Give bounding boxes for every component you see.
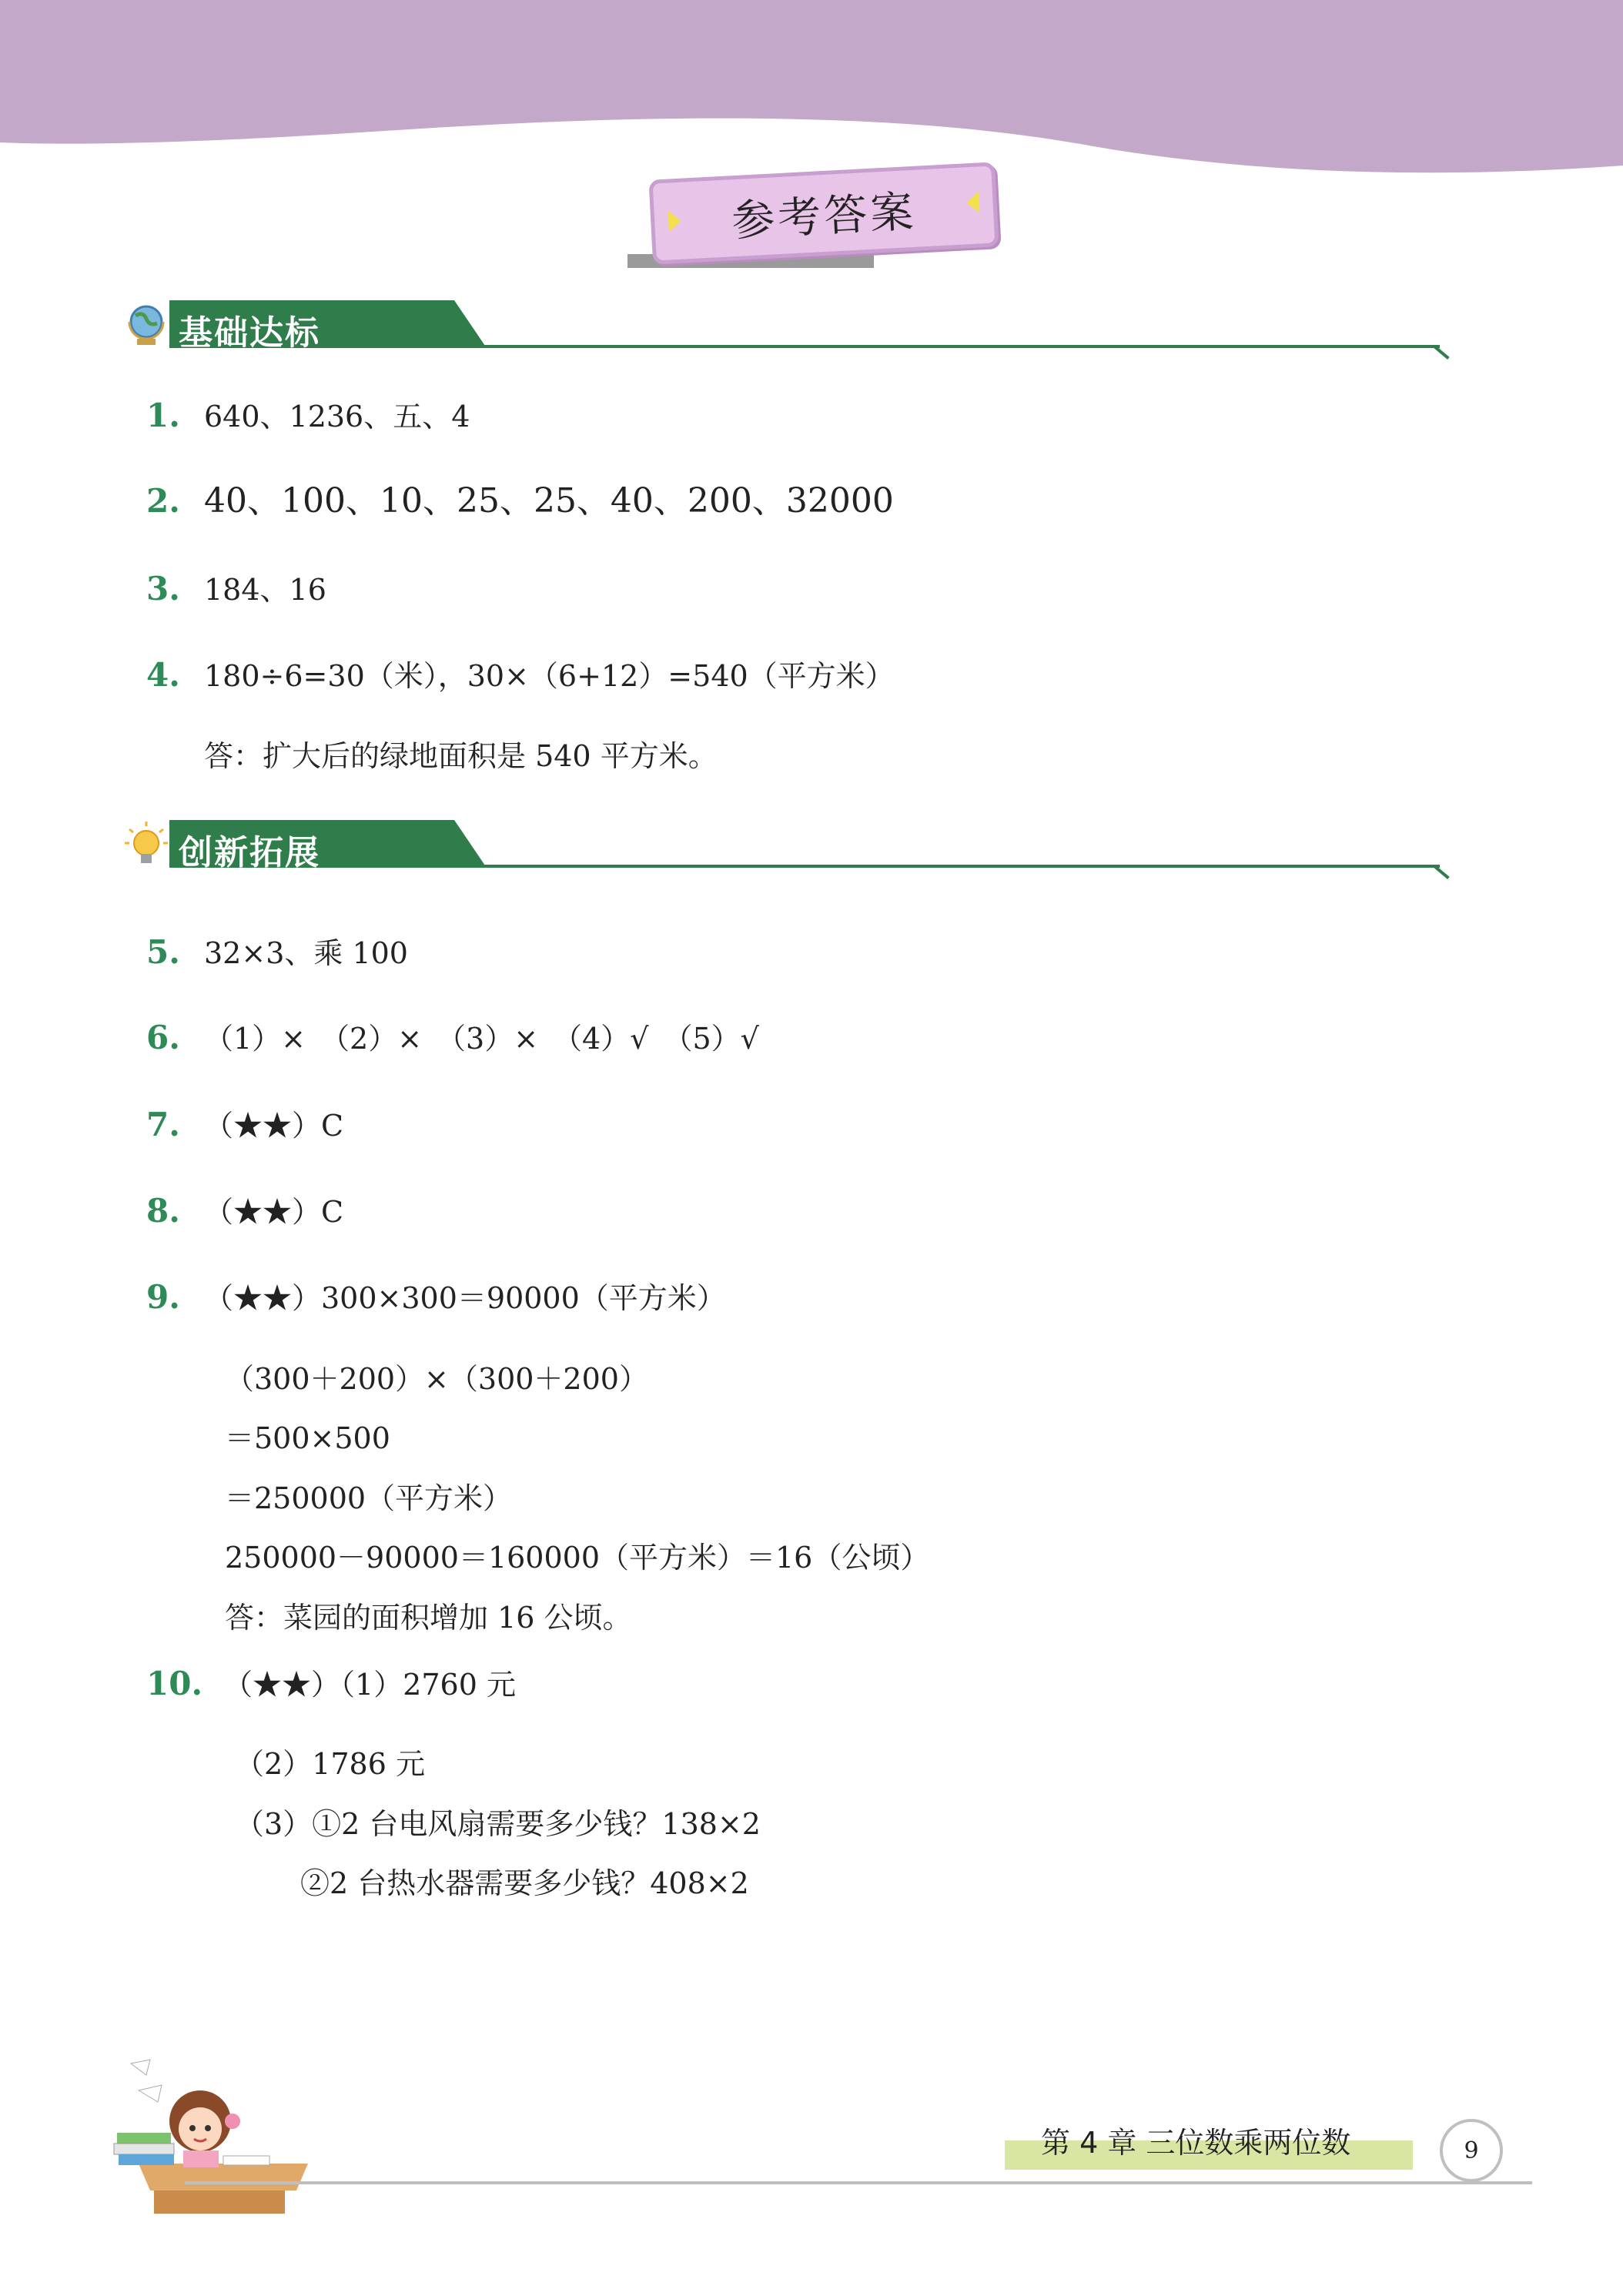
answer-text: （★★）300×300＝90000（平方米） [204,1281,726,1315]
answer-2 [146,482,894,521]
question-number: 7. [146,1106,180,1143]
answer-4 [146,656,895,695]
answer-4-conclusion: 答：扩大后的绿地面积是 540 平方米。 [204,739,718,773]
answer-text: 184、16 [204,573,326,607]
answer-8 [146,1192,343,1231]
girl-reading-illustration [108,2048,323,2225]
section-divider [408,345,1440,348]
globe-icon [123,300,169,350]
answer-10 [146,1665,516,1704]
answer-10-line: （3）①2 台电风扇需要多少钱？138×2 [235,1807,761,1841]
section-divider [408,865,1440,868]
footer-divider [185,2181,1532,2184]
section-tag [169,820,477,872]
answer-9 [146,1278,726,1317]
title-banner [648,162,999,264]
answer-9-conclusion: 答：菜园的面积增加 16 公顷。 [225,1601,632,1635]
question-number: 3. [146,570,180,607]
section-divider-tip [1434,865,1450,879]
answer-text: 180÷6=30（米），30×（6+12）=540（平方米） [204,659,895,693]
answer-9-line: ＝500×500 [225,1421,390,1455]
answer-text: （★★）C [204,1195,344,1229]
section-header-innovation [123,820,1463,874]
question-number: 8. [146,1192,180,1230]
section-divider-tip [1434,345,1450,359]
header-wave [0,0,1623,177]
question-number: 10. [146,1665,203,1702]
answer-7 [146,1106,343,1145]
answer-6 [146,1019,759,1058]
answer-5 [146,933,408,972]
answer-3 [146,570,326,609]
section-title: 基础达标 [179,313,320,353]
footer-chapter-title: 第 4 章 三位数乘两位数 [1041,2126,1351,2160]
section-header-basic [123,300,1463,354]
answer-10-line: （2）1786 元 [235,1747,425,1781]
answer-9-line: （300＋200）×（300＋200） [225,1362,648,1396]
question-number: 9. [146,1278,180,1316]
answer-text: 640、1236、五、4 [204,400,470,433]
answer-text: （1）× （2）× （3）× （4）√ （5）√ [204,1022,759,1056]
answer-9-line: ＝250000（平方米） [225,1481,513,1515]
question-number: 4. [146,656,180,694]
answer-text: （★★）（1）2760 元 [223,1668,516,1702]
page-number: 9 [1440,2119,1503,2182]
answer-10-line: ②2 台热水器需要多少钱？408×2 [300,1866,749,1900]
answer-9-line: 250000－90000＝160000（平方米）＝16（公顷） [225,1541,930,1575]
question-number: 2. [146,482,180,520]
lightbulb-icon [123,820,169,869]
answer-1 [146,397,470,436]
question-number: 5. [146,933,180,971]
answer-text: 40、100、10、25、25、40、200、32000 [204,481,894,520]
answer-text: （★★）C [204,1109,344,1143]
question-number: 6. [146,1019,180,1056]
question-number: 1. [146,397,180,434]
section-tag [169,300,477,353]
section-title: 创新拓展 [179,833,320,872]
page-title: 参考答案 [730,186,918,247]
answer-text: 32×3、乘 100 [204,936,408,970]
